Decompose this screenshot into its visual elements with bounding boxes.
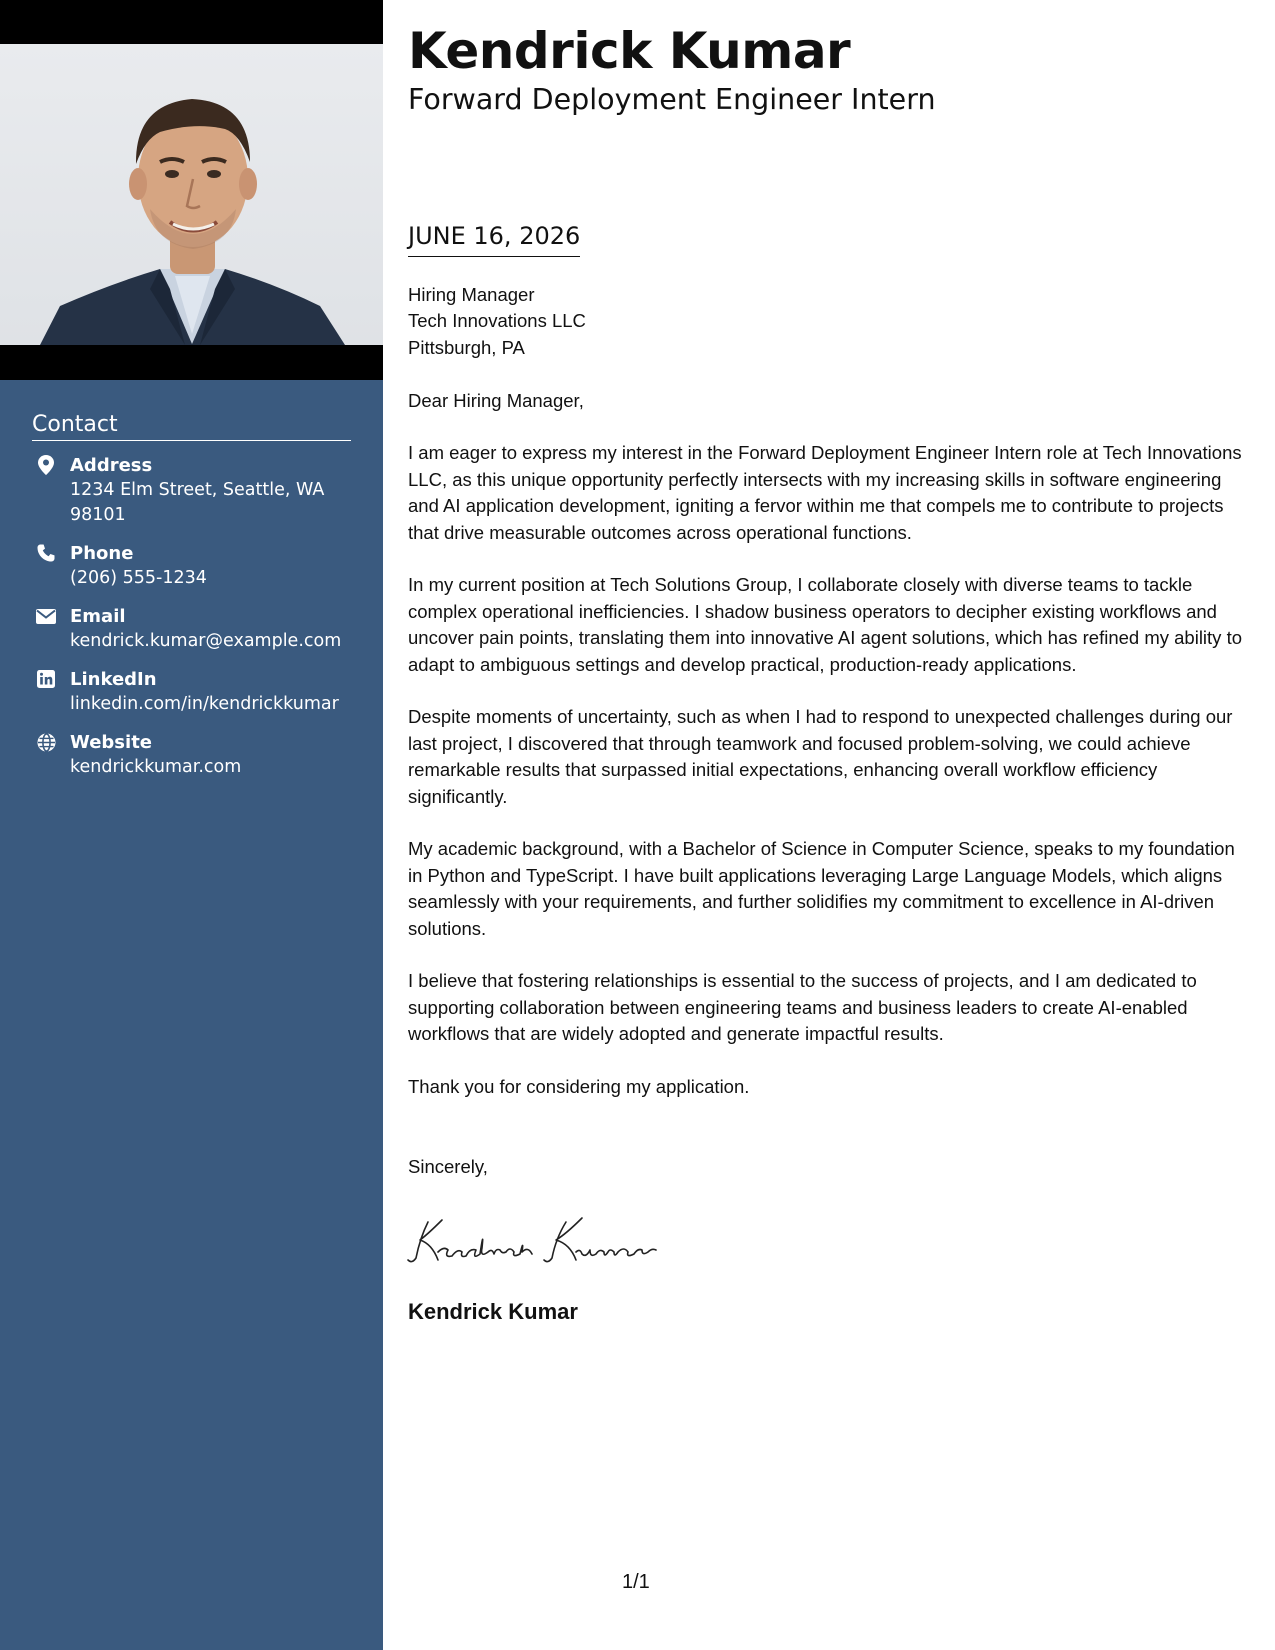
contact-address <box>32 453 351 528</box>
email-label: Email <box>70 606 126 627</box>
closing: Sincerely, <box>408 1156 488 1177</box>
globe-icon <box>36 732 56 752</box>
recipient-company: Tech Innovations LLC <box>408 310 586 332</box>
contact-email <box>32 604 351 654</box>
contact-section <box>32 412 351 793</box>
email-value: kendrick.kumar@example.com <box>70 631 342 651</box>
letter-body <box>408 282 1248 1127</box>
paragraph-5: I believe that fostering relationships is essential to the success of projects, and I am dedicated to supporting collaboration between engineering teams and business leaders to create AI-enabled workflows that are widely adopted and generate impactful results. <box>408 970 1197 1045</box>
map-pin-icon <box>36 455 56 475</box>
contact-phone <box>32 541 351 591</box>
linkedin-label: LinkedIn <box>70 669 157 690</box>
profile-photo <box>0 44 383 345</box>
website-value: kendrickkumar.com <box>70 757 242 777</box>
recipient-block <box>408 282 1248 361</box>
linkedin-icon <box>36 669 56 689</box>
website-label: Website <box>70 732 153 753</box>
handwritten-signature <box>406 1208 676 1268</box>
contact-heading: Contact <box>32 412 351 441</box>
address-label: Address <box>70 455 153 476</box>
applicant-name: Kendrick Kumar <box>408 22 851 80</box>
paragraph-4: My academic background, with a Bachelor of Science in Computer Science, speaks to my foundation in Python and TypeScript. I have built applications leveraging Large Language Models, which aligns seamlessly with your requirements, and further solidifies my commitment to excellence in AI-driven solutions. <box>408 838 1235 939</box>
paragraph-3: Despite moments of uncertainty, such as when I had to respond to unexpected challenges during our last project, I discovered that through teamwork and focused problem-solving, we could achieve remarkable results that surpassed initial expectations, enhancing overall workflow efficiency significantly. <box>408 706 1233 807</box>
signed-name: Kendrick Kumar <box>408 1299 578 1324</box>
address-line-2: 98101 <box>70 505 126 525</box>
phone-label: Phone <box>70 543 134 564</box>
address-line-1: 1234 Elm Street, Seattle, WA <box>70 480 325 500</box>
recipient-title: Hiring Manager <box>408 284 535 305</box>
page-number: 1/1 <box>622 1571 650 1593</box>
photo-frame <box>0 0 383 380</box>
linkedin-value: linkedin.com/in/kendrickkumar <box>70 694 339 714</box>
sidebar <box>0 0 383 1650</box>
phone-icon <box>36 543 56 563</box>
applicant-role: Forward Deployment Engineer Intern <box>408 83 936 116</box>
salutation: Dear Hiring Manager, <box>408 389 584 411</box>
contact-website <box>32 730 351 780</box>
phone-value: (206) 555-1234 <box>70 568 207 588</box>
paragraph-2: In my current position at Tech Solutions Group, I collaborate closely with diverse teams to tackle complex operational inefficiencies. I shadow business operators to decipher existing workflows and uncover pain points, translating them into innovative AI agent solutions, which has refined my ability to adapt to ambiguous settings and develop practical, production-ready applications. <box>408 574 1242 675</box>
paragraph-1: I am eager to express my interest in the Forward Deployment Engineer Intern role at Tech Innovations LLC, as this unique opportunity perfectly intersects with my increasing skills in software engineering and AI application development, igniting a fervor within me that compels me to contribute to projects that drive measurable outcomes across operational functions. <box>408 442 1242 543</box>
envelope-icon <box>36 606 56 626</box>
contact-linkedin <box>32 667 351 717</box>
letter-date: JUNE 16, 2026 <box>408 222 580 257</box>
recipient-location: Pittsburgh, PA <box>408 336 525 358</box>
paragraph-6: Thank you for considering my application. <box>408 1076 750 1098</box>
